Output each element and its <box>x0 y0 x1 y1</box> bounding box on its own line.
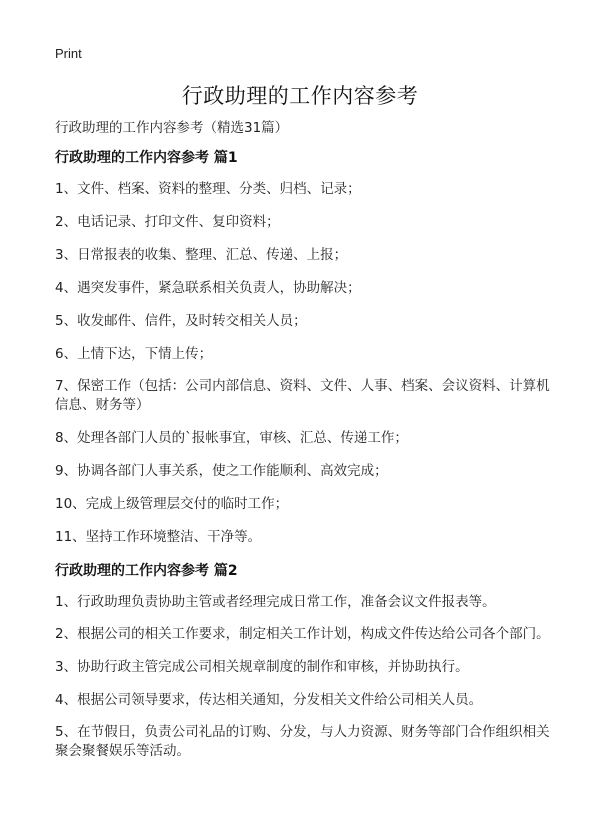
section-1 <box>55 147 555 547</box>
list-item: 2、根据公司的相关工作要求，制定相关工作计划，构成文件传达给公司各个部门。 <box>55 626 550 642</box>
list-item: 5、在节假日，负责公司礼品的订购、分发，与人力资源、财务等部门合作组织相关聚会聚餐娱乐等活动。 <box>55 724 550 759</box>
list-item: 6、上情下达，下情上传； <box>55 346 213 362</box>
list-item: 8、处理各部门人员的`报帐事宜，审核、汇总、传递工作； <box>55 430 408 446</box>
list-item: 11、坚持工作环境整洁、干净等。 <box>55 529 262 545</box>
document-title: 行政助理的工作内容参考 <box>181 84 419 108</box>
list-item: 4、遇突发事件，紧急联系相关负责人，协助解决； <box>55 280 361 296</box>
print-label[interactable]: Print <box>55 46 82 61</box>
section-heading: 行政助理的工作内容参考 篇1 <box>55 150 238 166</box>
list-item: 10、完成上级管理层交付的临时工作； <box>55 496 289 512</box>
document-body <box>55 118 555 774</box>
list-item: 2、电话记录、打印文件、复印资料； <box>55 214 280 230</box>
list-item: 3、协助行政主管完成公司相关规章制度的制作和审核，并协助执行。 <box>55 659 469 675</box>
section-heading: 行政助理的工作内容参考 篇2 <box>55 563 238 579</box>
list-item: 3、日常报表的收集、整理、汇总、传递、上报； <box>55 247 348 263</box>
list-item: 1、文件、档案、资料的整理、分类、归档、记录； <box>55 181 361 197</box>
section-2 <box>55 560 555 761</box>
list-item: 4、根据公司领导要求，传达相关通知，分发相关文件给公司相关人员。 <box>55 692 483 708</box>
list-item: 1、行政助理负责协助主管或者经理完成日常工作，准备会议文件报表等。 <box>55 594 496 610</box>
list-item: 7、保密工作（包括：公司内部信息、资料、文件、人事、档案、会议资料、计算机信息、财务等） <box>55 378 550 413</box>
list-item: 5、收发邮件、信件，及时转交相关人员； <box>55 313 307 329</box>
document-subtitle: 行政助理的工作内容参考（精选31篇） <box>55 120 289 136</box>
list-item: 9、协调各部门人事关系，使之工作能顺利、高效完成； <box>55 463 388 479</box>
